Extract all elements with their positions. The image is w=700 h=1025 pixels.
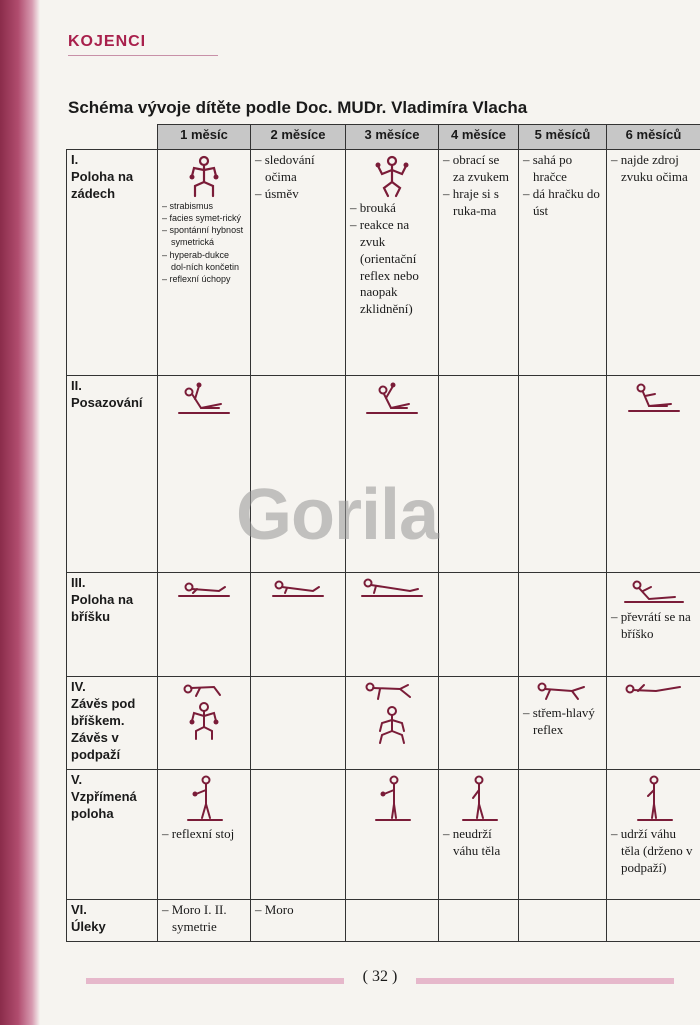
- col-header-3: 3 měsíce: [346, 125, 439, 150]
- table-row-upright: [67, 770, 700, 900]
- row-label-cell: [67, 573, 158, 677]
- milestone-item: – sledování očima: [255, 152, 341, 186]
- cell-r4-c3: [346, 677, 439, 770]
- row-label: Úleky: [71, 918, 106, 934]
- col-header-1: 1 měsíc: [158, 125, 251, 150]
- cell-r4-c6: [607, 677, 700, 770]
- table-row-suspension: [67, 677, 700, 770]
- note-item: – strabismus: [162, 200, 246, 212]
- row-label: Posazování: [71, 394, 143, 410]
- pull-to-sit-figure-icon: [175, 380, 233, 418]
- row-number: V.: [71, 772, 83, 787]
- col-header-2: 2 měsíce: [251, 125, 346, 150]
- cell-r1-c1: [158, 150, 251, 376]
- milestone-item: – převrátí se na bříško: [611, 609, 696, 643]
- book-spine-edge: [0, 0, 40, 1025]
- milestone-item: – sahá po hračce: [523, 152, 602, 186]
- ventral-suspension-figure-icon: [364, 681, 420, 703]
- row-number: II.: [71, 378, 82, 393]
- footer-rule-right: [416, 978, 674, 984]
- axillary-suspension-figure-icon: [370, 705, 414, 745]
- infant-supine-arms-up-figure-icon: [370, 154, 414, 198]
- header-corner: [67, 125, 158, 150]
- header-row: [67, 125, 700, 150]
- milestone-item: – úsměv: [255, 186, 341, 203]
- cell-r4-c4: [439, 677, 519, 770]
- landau-reflex-figure-icon: [534, 681, 592, 703]
- infant-prone-figure-icon: [358, 577, 426, 601]
- col-header-5: 5 měsíců: [519, 125, 607, 150]
- note-item: – hyperab-dukce dol-ních končetin: [162, 249, 246, 273]
- row-label: Poloha na bříšku: [71, 591, 134, 624]
- note-item: – reflexní úchopy: [162, 273, 246, 285]
- row-label-cell: [67, 677, 158, 770]
- cell-r2-c5: [519, 376, 607, 573]
- section-underline: [68, 55, 218, 56]
- cell-r4-c2: [251, 677, 346, 770]
- table-row-supine: [67, 150, 700, 376]
- cell-r3-c3: [346, 573, 439, 677]
- note-item: – spontánní hybnost symetrická: [162, 224, 246, 248]
- milestone-item: – Moro I. II. symetrie: [162, 902, 246, 936]
- infant-supine-figure-icon: [182, 154, 226, 198]
- cell-r6-c2: [251, 900, 346, 942]
- cell-r3-c5: [519, 573, 607, 677]
- section-heading: KOJENCI: [68, 33, 147, 50]
- row-number: VI.: [71, 902, 87, 917]
- row-number: III.: [71, 575, 86, 590]
- pull-to-sit-figure-icon: [625, 380, 683, 418]
- row-label-cell: [67, 150, 158, 376]
- cell-r6-c5: [519, 900, 607, 942]
- landau-reflex-figure-icon: [622, 681, 686, 703]
- cell-r1-c5: [519, 150, 607, 376]
- cell-r3-c2: [251, 573, 346, 677]
- row-label-cell: [67, 376, 158, 573]
- cell-r5-c4: [439, 770, 519, 900]
- axillary-suspension-figure-icon: [182, 701, 226, 741]
- row-label: Poloha na zádech: [71, 168, 134, 201]
- milestone-item: – reakce na zvuk (orientační reflex nebo naopak zklidnění): [350, 217, 434, 318]
- row-label-cell: [67, 900, 158, 942]
- milestone-item: – hraje si s ruka-ma: [443, 186, 514, 220]
- pull-to-sit-figure-icon: [363, 380, 421, 418]
- milestone-item: – Moro: [255, 902, 341, 919]
- page-number: ( 32 ): [362, 968, 398, 985]
- cell-r1-c3: [346, 150, 439, 376]
- cell-r5-c5: [519, 770, 607, 900]
- row-label: Závěs pod bříškem. Závěs v podpaží: [71, 695, 136, 762]
- cell-r2-c6: [607, 376, 700, 573]
- infant-standing-figure-icon: [182, 774, 226, 824]
- milestone-item: – obrací se za zvukem: [443, 152, 514, 186]
- cell-r5-c2: [251, 770, 346, 900]
- milestone-item: – najde zdroj zvuku očima: [611, 152, 696, 186]
- table-row-startle: [67, 900, 700, 942]
- milestone-item: – střem-hlavý reflex: [523, 705, 602, 739]
- cell-r3-c4: [439, 573, 519, 677]
- cell-r1-c2: [251, 150, 346, 376]
- cell-r5-c3: [346, 770, 439, 900]
- infant-standing-figure-icon: [457, 774, 501, 824]
- note-item: – facies symet-rický: [162, 212, 246, 224]
- col-header-4: 4 měsíce: [439, 125, 519, 150]
- row-number: IV.: [71, 679, 86, 694]
- infant-standing-figure-icon: [632, 774, 676, 824]
- milestone-item: – neudrží váhu těla: [443, 826, 514, 860]
- page-title: Schéma vývoje dítěte podle Doc. MUDr. Vladimíra Vlacha: [68, 98, 528, 117]
- milestone-item: – reflexní stoj: [162, 826, 246, 843]
- milestone-item: – brouká: [350, 200, 434, 217]
- cell-r6-c1: [158, 900, 251, 942]
- cell-r6-c6: [607, 900, 700, 942]
- milestone-item: – dá hračku do úst: [523, 186, 602, 220]
- infant-prone-figure-icon: [175, 577, 233, 601]
- cell-r4-c5: [519, 677, 607, 770]
- infant-prone-figure-icon: [269, 577, 327, 601]
- infant-standing-figure-icon: [370, 774, 414, 824]
- cell-r3-c6: [607, 573, 700, 677]
- cell-r5-c1: [158, 770, 251, 900]
- cell-r6-c4: [439, 900, 519, 942]
- cell-r2-c4: [439, 376, 519, 573]
- milestone-item: – udrží váhu těla (drženo v podpaží): [611, 826, 696, 877]
- cell-r3-c1: [158, 573, 251, 677]
- row-number: I.: [71, 152, 79, 167]
- row-label: Vzpřímená poloha: [71, 788, 137, 821]
- col-header-6: 6 měsíců: [607, 125, 700, 150]
- cell-r6-c3: [346, 900, 439, 942]
- footer-rule-left: [86, 978, 344, 984]
- cell-r1-c4: [439, 150, 519, 376]
- cell-r1-c6: [607, 150, 700, 376]
- watermark: Gorila: [236, 475, 439, 555]
- infant-rolling-figure-icon: [621, 577, 687, 607]
- cell-r5-c6: [607, 770, 700, 900]
- table-row-prone: [67, 573, 700, 677]
- row-label-cell: [67, 770, 158, 900]
- ventral-suspension-figure-icon: [182, 681, 226, 699]
- cell-r4-c1: [158, 677, 251, 770]
